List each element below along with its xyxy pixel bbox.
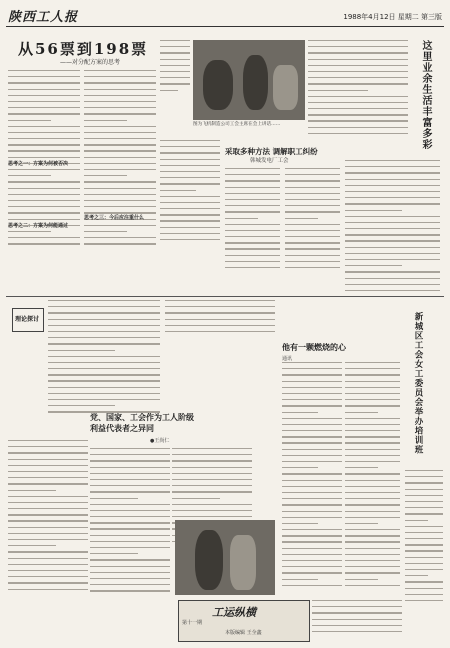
mid-right-col-1 (282, 362, 342, 592)
section-title-1: 思考之一：方案为何被否决 (8, 161, 69, 167)
banner-editor: 本版编辑 王全鑫 (225, 630, 262, 636)
mid-right-headline: 他有一颗燃烧的心 (282, 342, 346, 352)
lead-headline: 从56票到198票 (18, 40, 149, 58)
lead-text-col-3 (160, 40, 190, 100)
issue-date: 1988年4月12日 星期二 第三版 (343, 13, 442, 21)
far-right-col (345, 160, 440, 300)
feature-byline: ●王尚仁 (150, 438, 170, 444)
mid-right-col-2 (345, 362, 400, 592)
bottom-photo (175, 520, 275, 595)
newspaper-title: 陕西工人报 (8, 10, 79, 25)
feature-headline: 党、国家、工会作为工人阶级利益代表者之异同 (90, 412, 194, 433)
feature-col-1 (48, 300, 160, 420)
right-story-col-2 (285, 168, 340, 278)
top-right-col (308, 40, 408, 140)
vertical-headline-bottom: 新城区工会女工委员会举办培训班 (413, 312, 423, 455)
lead-subhead: ——对分配方案的思考 (60, 59, 121, 66)
right-story-byline: 韩城发电厂工会 (250, 158, 289, 164)
masthead (6, 4, 444, 27)
mid-story-col-1 (160, 140, 220, 250)
top-photo (193, 40, 305, 120)
top-photo-caption: 图为飞机制造公司工会主席在会上讲话…… (193, 122, 281, 127)
right-story-title: 采取多种方法 调解职工纠纷 (225, 147, 318, 156)
section-title-2: 思考之二：方案为何能通过 (8, 223, 69, 229)
vertical-headline-top: 这里业余生活丰富多彩 (420, 40, 431, 150)
banner-title: 工运纵横 (212, 606, 256, 619)
far-right-bottom-col (405, 470, 443, 610)
lead-text-col-2 (84, 70, 156, 250)
bottom-right-col (312, 600, 402, 640)
right-story-col-1 (225, 168, 280, 278)
section-title-3: 思考之三：今后应注重什么 (84, 215, 145, 221)
theory-label: 理论探讨 (15, 316, 40, 323)
mid-right-byline: 通讯 (282, 356, 293, 362)
feature-col-3 (8, 440, 88, 600)
feature-col-2 (165, 300, 275, 340)
feature-col-4 (90, 448, 170, 598)
banner-issue: 第十一期 (182, 620, 203, 626)
